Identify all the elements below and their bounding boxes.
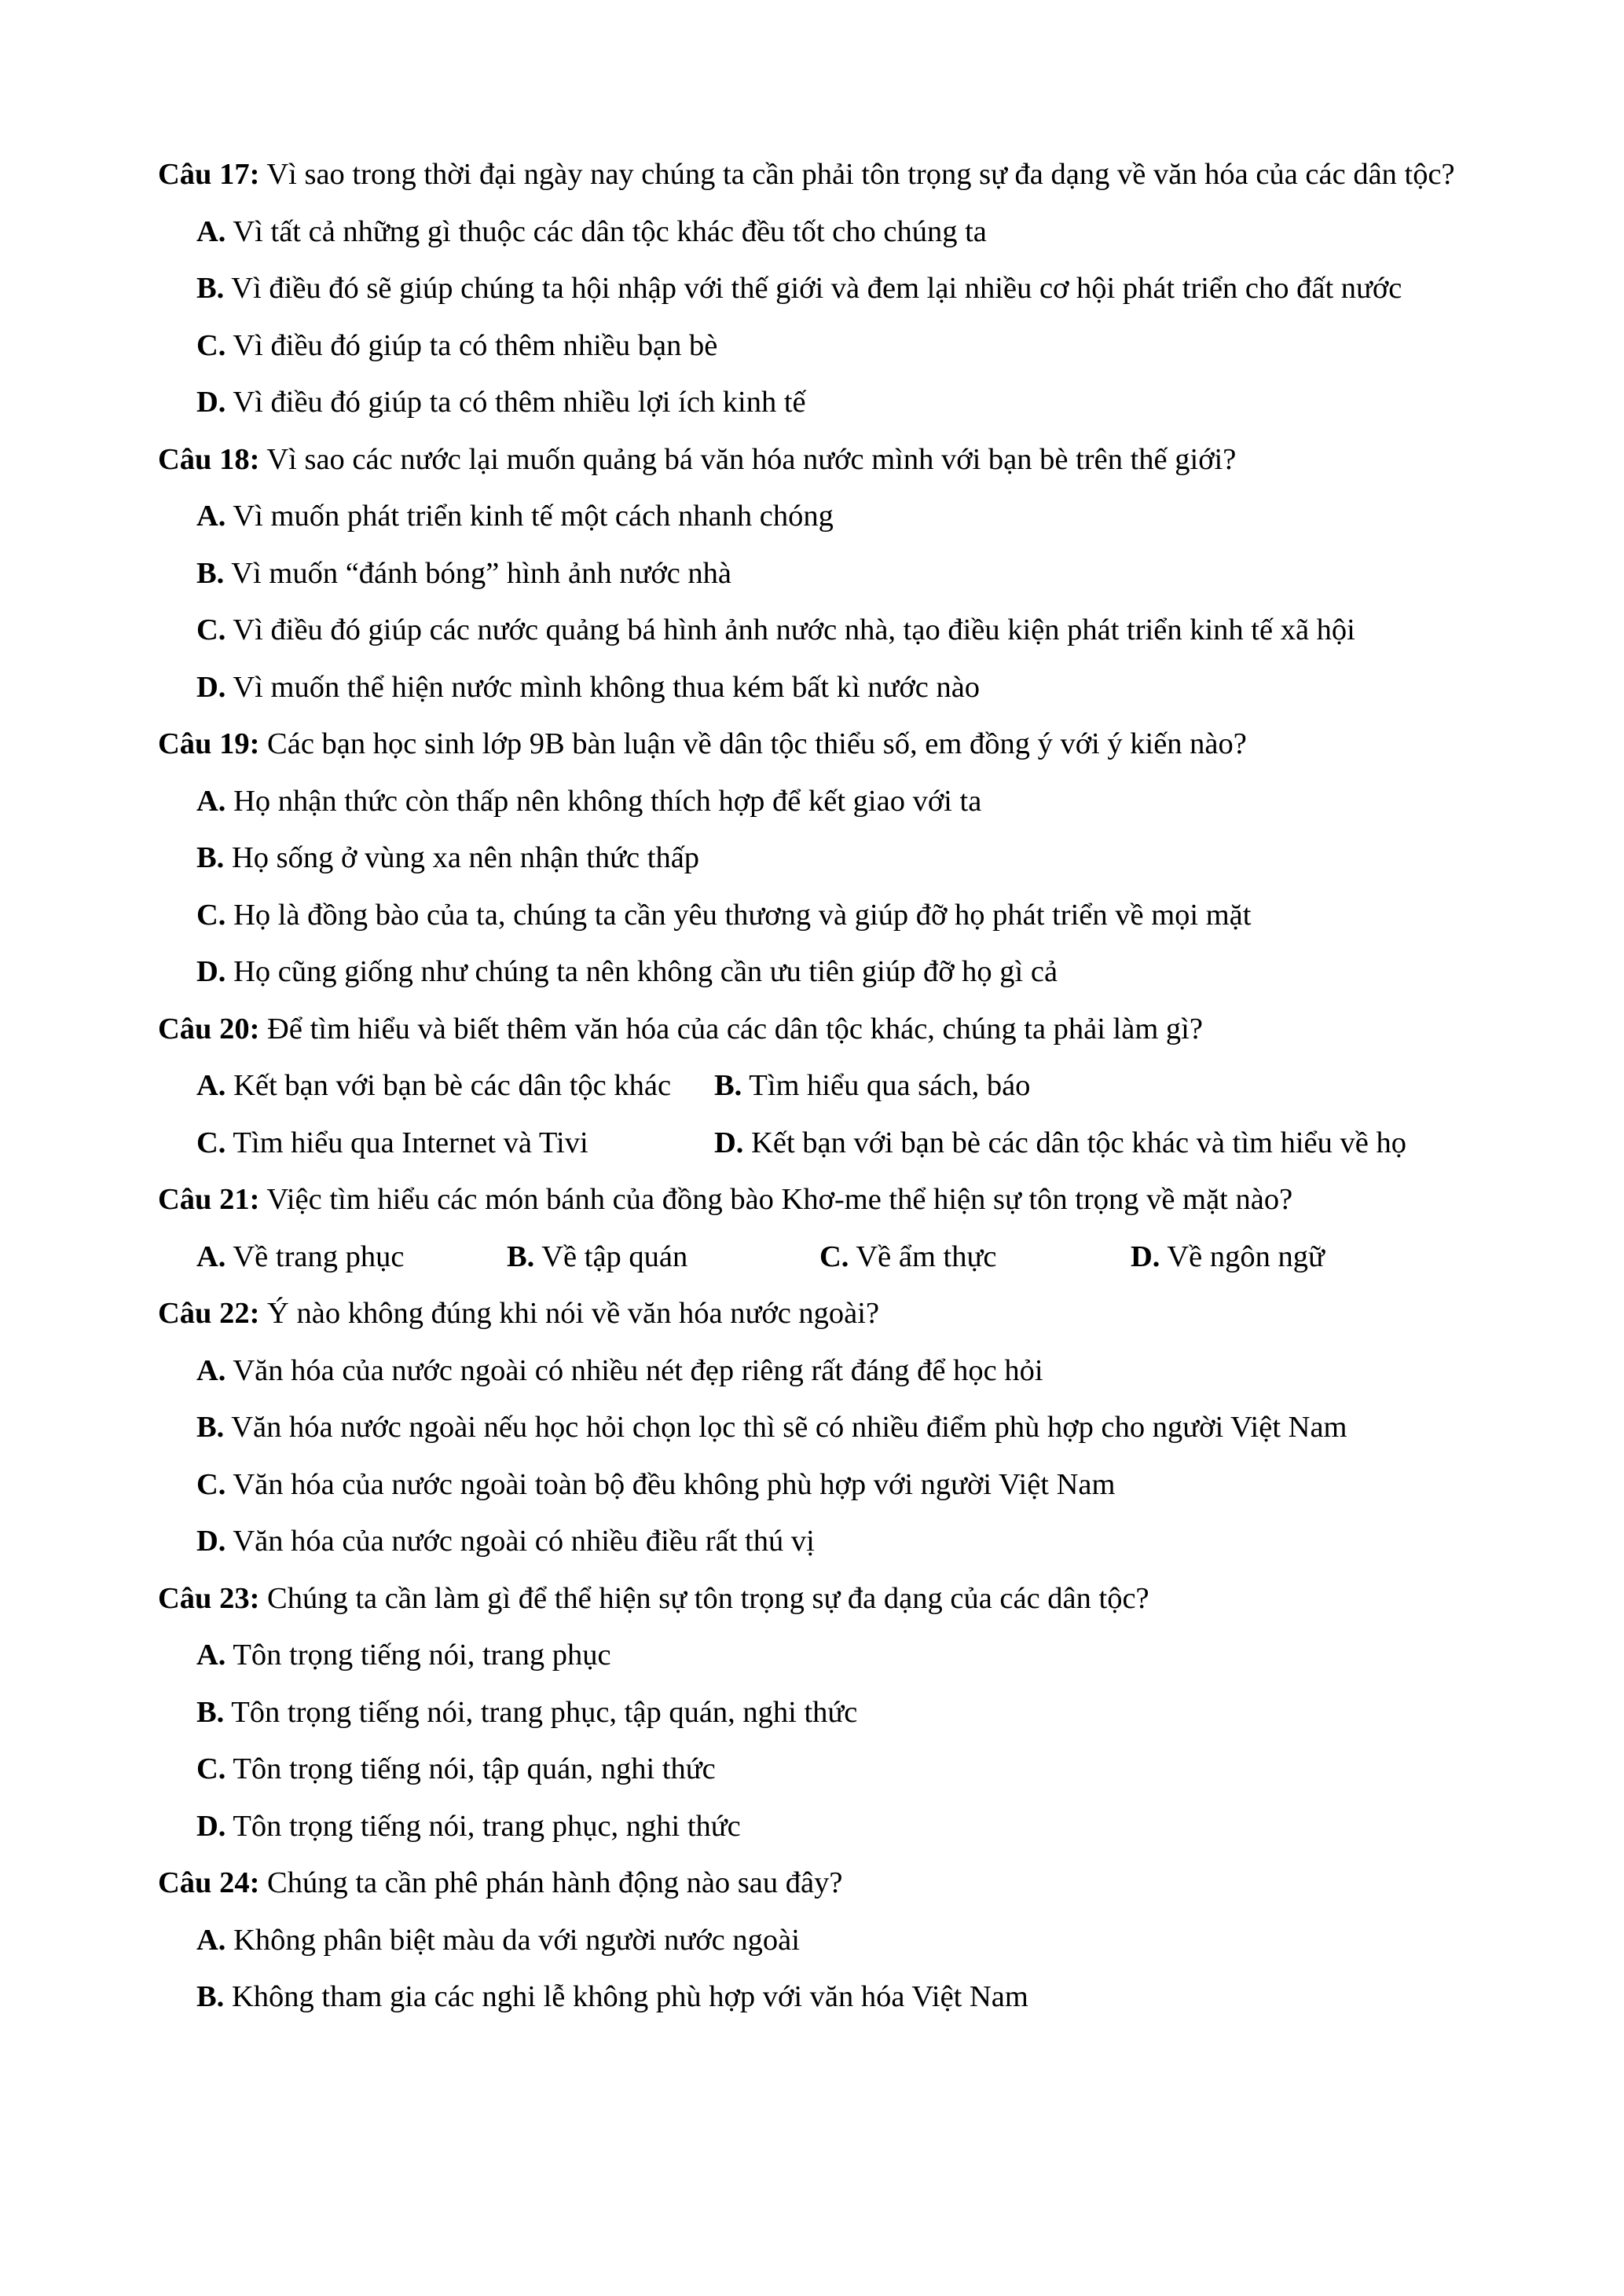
question-label: Câu 22: (158, 1297, 260, 1330)
question-block (158, 1285, 1483, 1570)
answer-option (196, 1115, 714, 1172)
option-text: Vì điều đó giúp ta có thêm nhiều bạn bè (233, 328, 718, 362)
question-label: Câu 24: (158, 1866, 260, 1899)
answer-options (196, 1057, 1483, 1171)
question-text: Chúng ta cần làm gì để thể hiện sự tôn trọng sự đa dạng của các dân tộc? (267, 1581, 1149, 1615)
answer-row (196, 1057, 1483, 1115)
option-text: Tôn trọng tiếng nói, trang phục, nghi thức (233, 1809, 741, 1843)
question-document (158, 146, 1483, 2026)
question-label: Câu 17: (158, 158, 260, 191)
option-text: Về trang phục (233, 1240, 405, 1273)
option-label: C. (196, 328, 226, 362)
option-label: D. (196, 670, 226, 704)
option-label: D. (196, 1525, 226, 1558)
question-text: Vì sao trong thời đại ngày nay chúng ta cần phải tôn trọng sự đa dạng về văn hóa của các dân tộc? (266, 158, 1455, 191)
option-label: D. (196, 1809, 226, 1843)
answer-options (196, 1627, 1483, 1855)
answer-option (196, 829, 1483, 887)
option-label: A. (196, 1639, 226, 1672)
answer-option (196, 1798, 1483, 1855)
option-label: C. (196, 1467, 226, 1501)
answer-option (196, 1968, 1483, 2026)
question-block (158, 431, 1483, 716)
answer-option (196, 602, 1483, 659)
option-text: Văn hóa của nước ngoài có nhiều điều rất thú vị (233, 1525, 815, 1558)
answer-options (196, 203, 1483, 431)
answer-option (196, 943, 1483, 1001)
question-block (158, 1171, 1483, 1285)
option-label: C. (196, 1752, 226, 1785)
option-text: Họ cũng giống như chúng ta nên không cần ưu tiên giúp đỡ họ gì cả (233, 955, 1058, 988)
answer-options (196, 1342, 1483, 1570)
answer-option (507, 1229, 819, 1286)
answer-option (196, 1057, 714, 1115)
question-text-line (158, 146, 1483, 203)
answer-options (196, 488, 1483, 716)
option-label: B. (196, 272, 225, 305)
answer-option (1131, 1229, 1483, 1286)
option-text: Về ẩm thực (856, 1240, 997, 1273)
option-label: B. (714, 1069, 742, 1102)
option-text: Họ nhận thức còn thấp nên không thích hợp để kết giao với ta (233, 784, 982, 818)
answer-option (196, 1399, 1483, 1456)
option-text: Tôn trọng tiếng nói, tập quán, nghi thức (233, 1752, 716, 1785)
option-label: D. (1131, 1240, 1160, 1273)
question-text-line (158, 1001, 1483, 1058)
answer-option (196, 1456, 1483, 1514)
answer-options (196, 1229, 1483, 1286)
option-label: D. (196, 386, 226, 419)
option-text: Vì muốn thể hiện nước mình không thua kém bất kì nước nào (233, 670, 981, 704)
option-text: Về ngôn ngữ (1167, 1240, 1325, 1273)
option-text: Vì điều đó sẽ giúp chúng ta hội nhập với thế giới và đem lại nhiều cơ hội phát triển cho đất nước (231, 272, 1402, 305)
answer-option (714, 1057, 1483, 1115)
answer-row (196, 1115, 1483, 1172)
answer-options (196, 1912, 1483, 2026)
option-text: Họ là đồng bào của ta, chúng ta cần yêu thương và giúp đỡ họ phát triển về mọi mặt (233, 898, 1252, 932)
question-text-line (158, 1171, 1483, 1229)
option-text: Vì muốn phát triển kinh tế một cách nhanh chóng (233, 500, 834, 533)
answer-option (196, 545, 1483, 602)
answer-option (196, 260, 1483, 317)
answer-option (196, 1684, 1483, 1741)
option-text: Vì tất cả những gì thuộc các dân tộc khác đều tốt cho chúng ta (233, 214, 987, 248)
answer-option (714, 1115, 1483, 1172)
question-label: Câu 20: (158, 1012, 260, 1045)
question-label: Câu 23: (158, 1581, 260, 1615)
answer-option (196, 1627, 1483, 1684)
option-text: Văn hóa của nước ngoài toàn bộ đều không phù hợp với người Việt Nam (233, 1467, 1116, 1501)
option-label: A. (196, 214, 226, 248)
answer-option (196, 488, 1483, 545)
answer-options (196, 773, 1483, 1001)
option-label: B. (196, 1411, 225, 1444)
question-text: Để tìm hiểu và biết thêm văn hóa của các dân tộc khác, chúng ta phải làm gì? (267, 1012, 1203, 1045)
option-label: C. (196, 1126, 226, 1159)
question-block (158, 716, 1483, 1001)
question-text-line (158, 1855, 1483, 1912)
question-label: Câu 18: (158, 442, 260, 476)
option-label: B. (196, 1695, 225, 1729)
option-text: Không phân biệt màu da với người nước ngoài (233, 1923, 800, 1957)
option-text: Văn hóa nước ngoài nếu học hỏi chọn lọc thì sẽ có nhiều điểm phù hợp cho người Việt Nam (231, 1411, 1347, 1444)
option-label: A. (196, 1923, 226, 1957)
option-text: Vì điều đó giúp các nước quảng bá hình ảnh nước nhà, tạo điều kiện phát triển kinh tế xã hội (233, 613, 1355, 646)
option-text: Tìm hiểu qua Internet và Tivi (233, 1126, 588, 1159)
question-label: Câu 21: (158, 1183, 260, 1216)
option-label: A. (196, 1353, 226, 1387)
question-text: Chúng ta cần phê phán hành động nào sau đây? (267, 1866, 843, 1899)
option-label: B. (196, 556, 225, 590)
option-text: Vì điều đó giúp ta có thêm nhiều lợi ích kinh tế (233, 386, 806, 419)
question-block (158, 1570, 1483, 1855)
option-text: Tìm hiểu qua sách, báo (749, 1069, 1031, 1102)
option-text: Vì muốn “đánh bóng” hình ảnh nước nhà (231, 556, 732, 590)
question-text-line (158, 431, 1483, 489)
answer-option (196, 887, 1483, 944)
option-label: D. (196, 955, 226, 988)
question-block (158, 1855, 1483, 2026)
question-text: Ý nào không đúng khi nói về văn hóa nước ngoài? (267, 1297, 880, 1330)
answer-option (196, 374, 1483, 431)
option-label: A. (196, 784, 226, 818)
option-text: Tôn trọng tiếng nói, trang phục (233, 1639, 611, 1672)
option-label: B. (196, 1980, 225, 2013)
answer-option (196, 1229, 507, 1286)
answer-option (196, 1741, 1483, 1798)
question-label: Câu 19: (158, 727, 260, 760)
option-label: B. (507, 1240, 535, 1273)
option-text: Kết bạn với bạn bè các dân tộc khác (233, 1069, 672, 1102)
question-text-line (158, 1285, 1483, 1342)
answer-option (196, 1513, 1483, 1570)
answer-row (196, 1229, 1483, 1286)
question-text-line (158, 1570, 1483, 1628)
option-label: B. (196, 841, 225, 874)
question-text: Các bạn học sinh lớp 9B bàn luận về dân tộc thiểu số, em đồng ý với ý kiến nào? (267, 727, 1247, 760)
answer-option (196, 1912, 1483, 1969)
option-label: C. (819, 1240, 849, 1273)
answer-option (196, 659, 1483, 716)
option-text: Họ sống ở vùng xa nên nhận thức thấp (231, 841, 700, 874)
option-text: Văn hóa của nước ngoài có nhiều nét đẹp riêng rất đáng để học hỏi (233, 1353, 1043, 1387)
option-text: Về tập quán (541, 1240, 688, 1273)
option-text: Không tham gia các nghi lễ không phù hợp với văn hóa Việt Nam (231, 1980, 1028, 2013)
answer-option (819, 1229, 1131, 1286)
answer-option (196, 1342, 1483, 1400)
question-text: Việc tìm hiểu các món bánh của đồng bào Khơ-me thể hiện sự tôn trọng về mặt nào? (266, 1183, 1293, 1216)
option-label: A. (196, 1069, 226, 1102)
question-block (158, 1001, 1483, 1172)
option-label: A. (196, 1240, 226, 1273)
option-text: Tôn trọng tiếng nói, trang phục, tập quán, nghi thức (231, 1695, 858, 1729)
question-block (158, 146, 1483, 431)
answer-option (196, 203, 1483, 261)
question-text-line (158, 716, 1483, 773)
option-label: D. (714, 1126, 744, 1159)
answer-option (196, 317, 1483, 375)
option-label: A. (196, 500, 226, 533)
option-label: C. (196, 613, 226, 646)
option-label: C. (196, 898, 226, 932)
option-text: Kết bạn với bạn bè các dân tộc khác và tìm hiểu về họ (751, 1126, 1406, 1159)
question-text: Vì sao các nước lại muốn quảng bá văn hóa nước mình với bạn bè trên thế giới? (266, 442, 1237, 476)
answer-option (196, 773, 1483, 830)
